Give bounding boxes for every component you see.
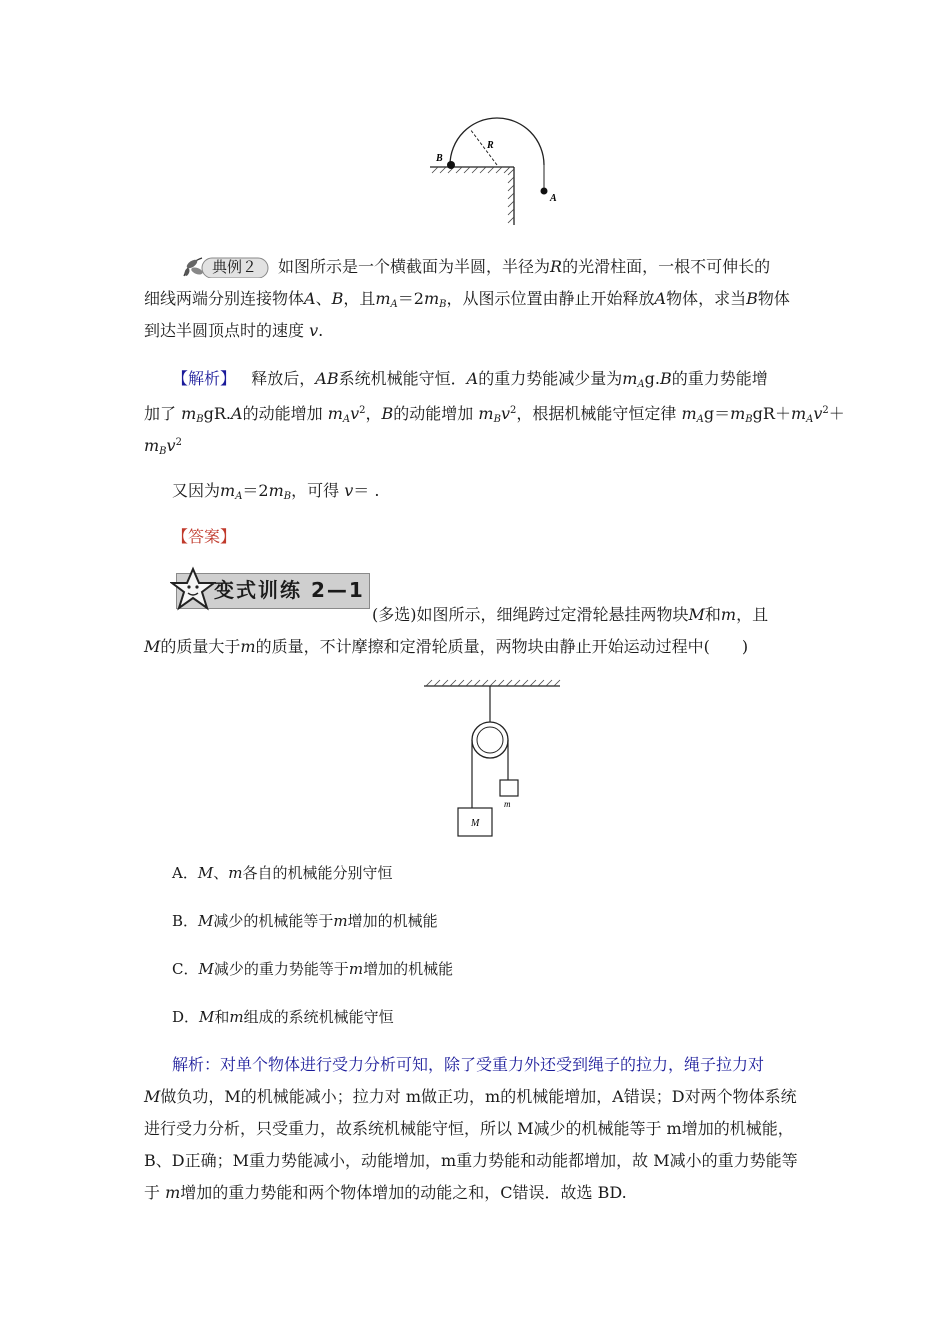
solution-line-5: 于 m增加的重力势能和两个物体增加的动能之和，C错误．故选 BD. xyxy=(144,1183,627,1202)
option-b[interactable]: B．M减少的机械能等于m增加的机械能 xyxy=(172,912,438,930)
analysis-line-4: 又因为$m_A=2m_B$，可得 v＝ . xyxy=(172,481,380,502)
option-c[interactable]: C．M减少的重力势能等于m增加的机械能 xyxy=(172,960,454,978)
solution-line-3: 进行受力分析，只受重力，故系统机械能守恒，所以 M减少的机械能等于 m增加的机械能， xyxy=(144,1119,794,1138)
example-line-3: 到达半圆顶点时的速度 v. xyxy=(144,321,324,340)
variant-badge-label: 变式训练 2—1 xyxy=(214,578,365,602)
analysis-line-1: 【解析】 释放后，AB系统机械能守恒．A的重力势能减少量为$m_Ag.B$的重力势能增 xyxy=(172,369,768,390)
label-b: B xyxy=(436,153,443,164)
label-big-m: M xyxy=(471,818,480,829)
example-badge-label: 典例２ xyxy=(212,258,258,276)
analysis-line-3: $m_Bv^2$ xyxy=(144,436,182,457)
figure-semicircle xyxy=(420,115,570,230)
leaf-icon xyxy=(184,258,204,277)
solution-line-2: M做负功，M的机械能减小；拉力对 m做正功，m的机械能增加，A错误；D对两个物体系统 xyxy=(144,1087,797,1106)
analysis-tag: 【解析】 xyxy=(172,369,237,388)
star-icon xyxy=(170,566,216,612)
analysis-line-2: 加了 $m_BgR.A$的动能增加 $m_Av^2$，B的动能增加 $m_Bv^2$，根据机械能守恒定律 $m_Ag=m_BgR+m_Av^2+$ xyxy=(144,404,845,425)
example-line-1: 如图所示是一个横截面为半圆，半径为R的光滑柱面，一根不可伸长的 xyxy=(278,257,771,276)
solution-line-1: 解析：对单个物体进行受力分析可知，除了受重力外还受到绳子的拉力，绳子拉力对 xyxy=(172,1055,765,1074)
figure-pulley xyxy=(420,676,565,846)
mass-a xyxy=(541,188,548,195)
answer-tag: 【答案】 xyxy=(172,527,237,546)
option-d[interactable]: D．M和m组成的系统机械能守恒 xyxy=(172,1008,394,1026)
mass-b xyxy=(447,161,455,169)
label-m: m xyxy=(504,799,511,809)
label-r: R xyxy=(487,140,494,151)
option-a[interactable]: A．M、m各自的机械能分别守恒 xyxy=(172,864,393,882)
variant-line-1: (多选)如图所示，细绳跨过定滑轮悬挂两物块M和m，且 xyxy=(372,605,769,624)
block-m xyxy=(500,780,518,796)
variant-line-2: M的质量大于m的质量，不计摩擦和定滑轮质量，两物块由静止开始运动过程中( ) xyxy=(144,637,749,656)
example-line-2: 细线两端分别连接物体A、B，且$m_A=2m_B$，从图示位置由静止开始释放A物体，求当B物体 xyxy=(144,289,790,310)
label-a: A xyxy=(550,193,557,204)
solution-line-4: B、D正确；M重力势能减小，动能增加，m重力势能和动能都增加，故 M减小的重力势能等 xyxy=(144,1151,798,1170)
